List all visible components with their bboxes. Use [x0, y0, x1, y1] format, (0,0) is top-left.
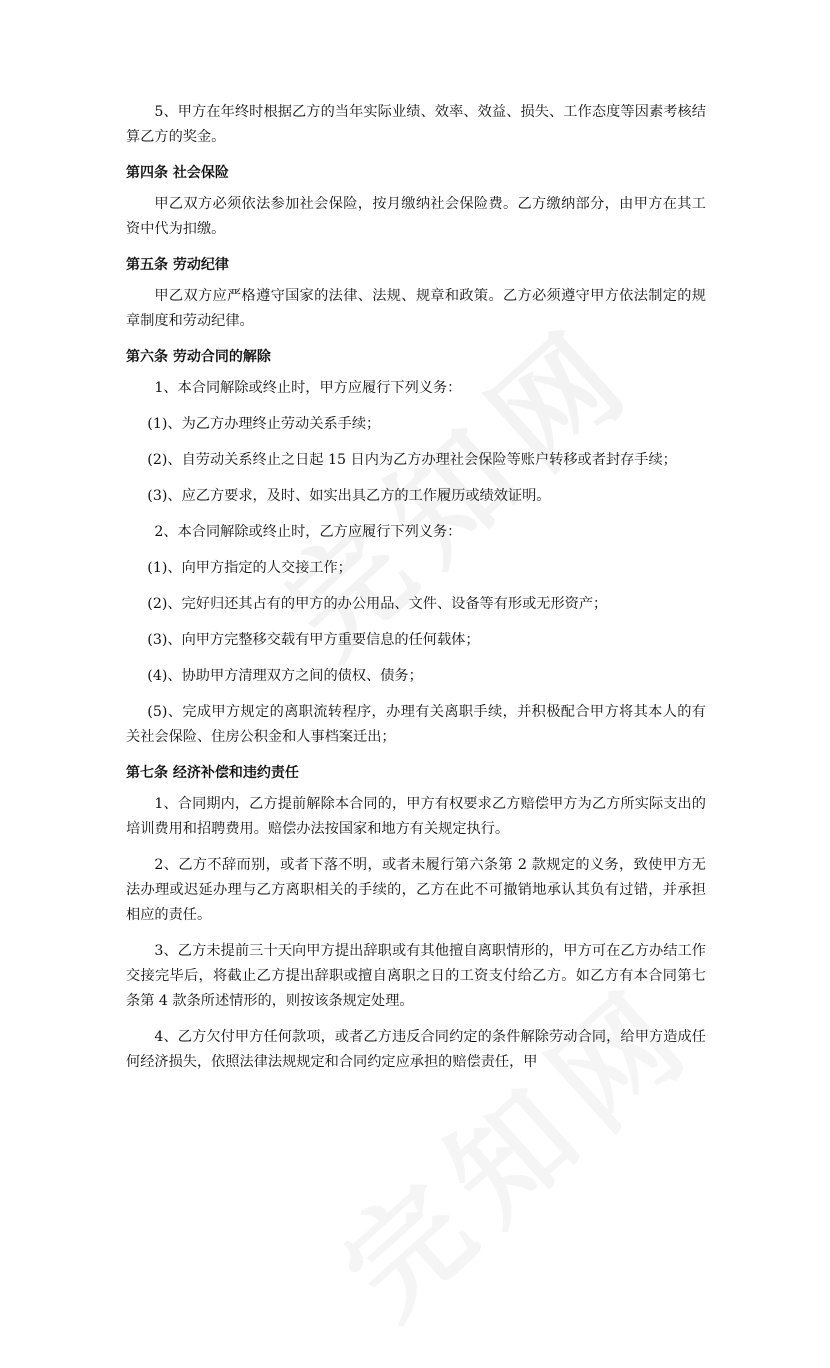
list-item: (2)、自劳动关系终止之日起 15 日内为乙方办理社会保险等账户转移或者封存手续；	[147, 452, 677, 468]
list-item: (4)、协助甲方清理双方之间的债权、债务；	[147, 668, 423, 684]
list-item: (5)、完成甲方规定的离职流转程序，办理有关离职手续，并积极配合甲方将其本人的有关社会保险、住房公积金和人事档案迁出；	[126, 704, 706, 745]
heading-article-7: 第七条 经济补偿和违约责任	[126, 765, 299, 781]
paragraph-bonus: 5、甲方在年终时根据乙方的当年实际业绩、效率、效益、损失、工作态度等因素考核结算乙方的奖金。	[126, 104, 706, 145]
list-item: (1)、向甲方指定的人交接工作；	[147, 560, 352, 576]
heading-article-5: 第五条 劳动纪律	[126, 257, 229, 273]
paragraph-compensation-3: 3、乙方未提前三十天向甲方提出辞职或有其他擅自离职情形的，甲方可在乙方办结工作交接完毕后，将截止乙方提出辞职或擅自离职之日的工资支付给乙方。如乙方有本合同第七条第 4 款条所述情形的，则按该条规定处理。	[126, 943, 706, 1009]
list-item: (3)、向甲方完整移交载有甲方重要信息的任何载体；	[147, 632, 480, 648]
paragraph-party-a-duties: 1、本合同解除或终止时，甲方应履行下列义务：	[154, 380, 462, 396]
paragraph-compensation-2: 2、乙方不辞而别，或者下落不明，或者未履行第六条第 2 款规定的义务，致使甲方无法办理或迟延办理与乙方离职相关的手续的，乙方在此不可撤销地承认其负有过错，并承担相应的责任。	[126, 857, 706, 923]
paragraph-social-insurance: 甲乙双方必须依法参加社会保险，按月缴纳社会保险费。乙方缴纳部分，由甲方在其工资中代为扣缴。	[126, 196, 706, 237]
heading-article-4: 第四条 社会保险	[126, 165, 229, 181]
paragraph-compensation-1: 1、合同期内，乙方提前解除本合同的，甲方有权要求乙方赔偿甲方为乙方所实际支出的培训费用和招聘费用。赔偿办法按国家和地方有关规定执行。	[126, 796, 706, 837]
list-item: (2)、完好归还其占有的甲方的办公用品、文件、设备等有形或无形资产；	[147, 596, 608, 612]
document-body	[126, 100, 706, 1086]
paragraph-party-b-duties: 2、本合同解除或终止时，乙方应履行下列义务：	[154, 524, 462, 540]
heading-article-6: 第六条 劳动合同的解除	[126, 349, 271, 365]
list-item: (1)、为乙方办理终止劳动关系手续；	[147, 416, 381, 432]
paragraph-labor-discipline: 甲乙双方应严格遵守国家的法律、法规、规章和政策。乙方必须遵守甲方依法制定的规章制度和劳动纪律。	[126, 288, 706, 329]
paragraph-compensation-4: 4、乙方欠付甲方任何款项，或者乙方违反合同约定的条件解除劳动合同，给甲方造成任何经济损失，依照法律法规规定和合同约定应承担的赔偿责任，甲	[126, 1029, 706, 1070]
list-item: (3)、应乙方要求，及时、如实出具乙方的工作履历或绩效证明。	[147, 488, 551, 504]
